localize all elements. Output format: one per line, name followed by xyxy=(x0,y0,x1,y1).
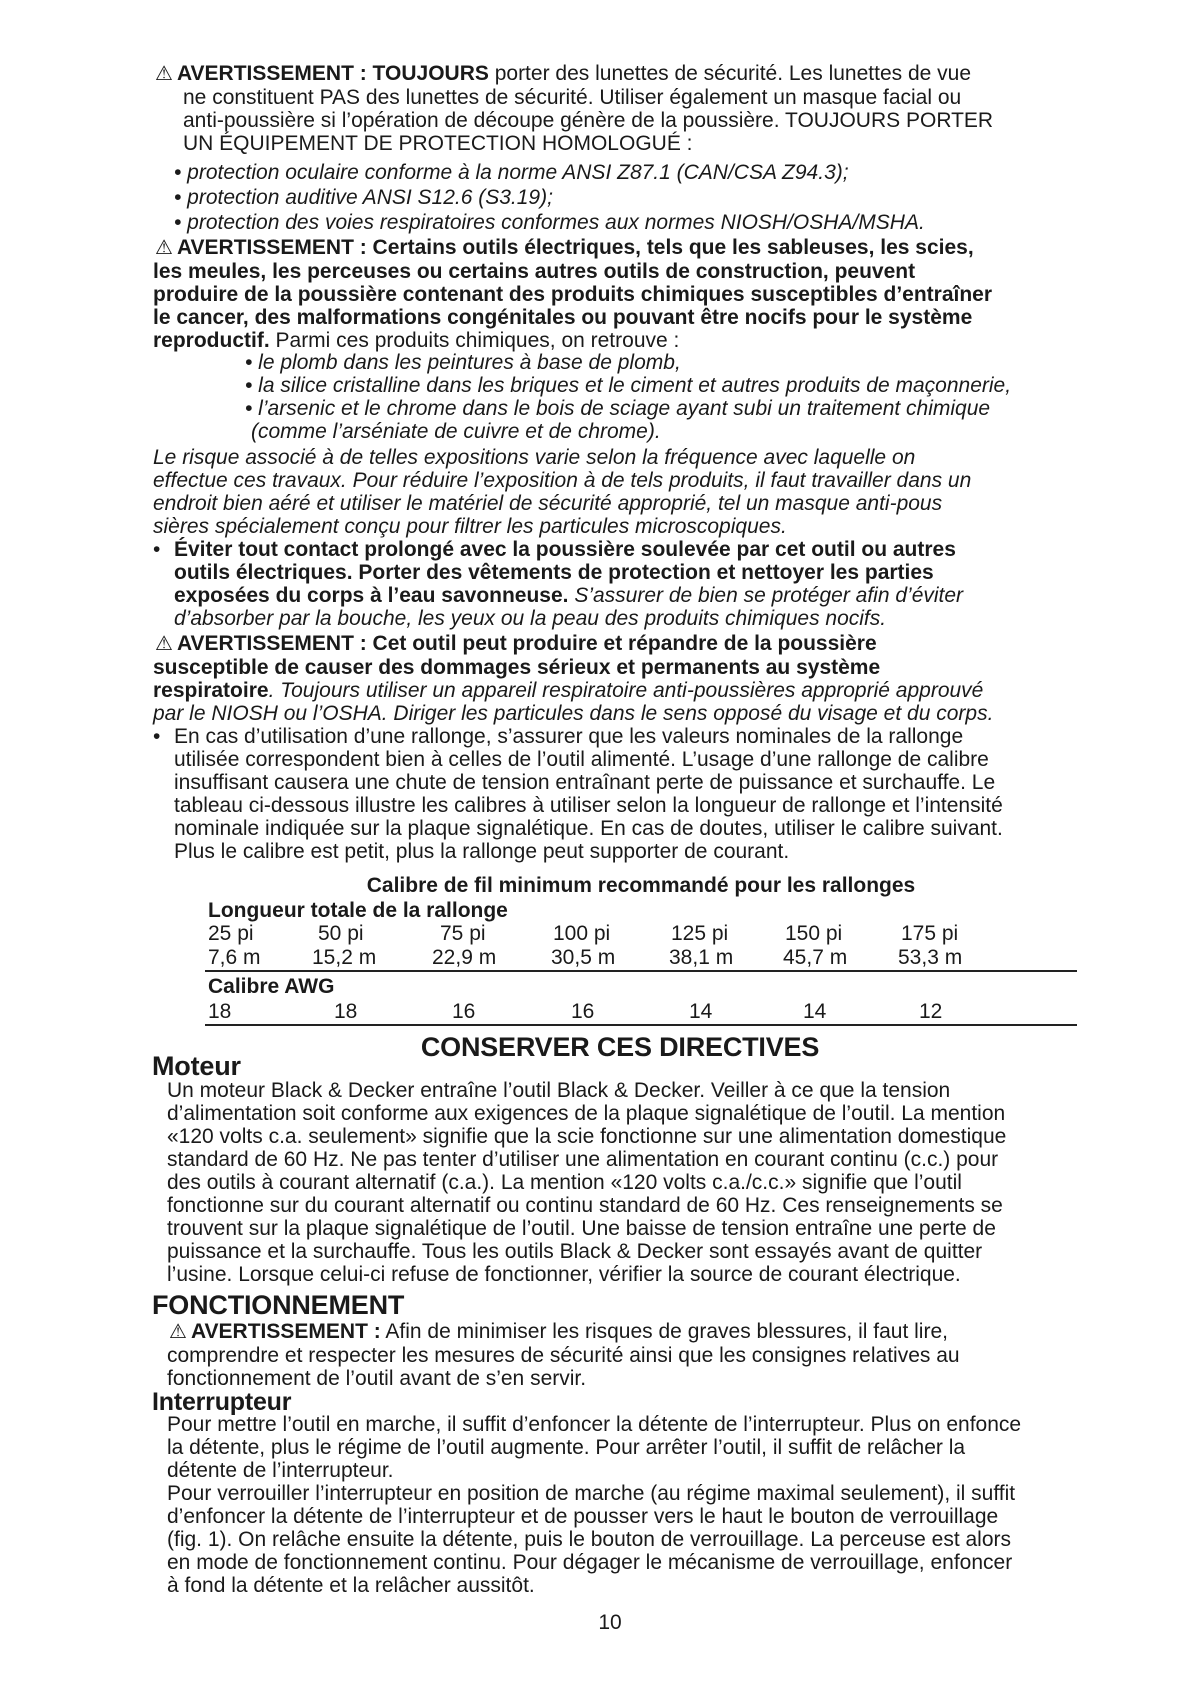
extension-cord-bullet xyxy=(153,725,1113,863)
list-item: • la silice cristalline dans les briques et le ciment et autres produits de maçonnerie, xyxy=(245,374,1012,397)
page-number: 10 xyxy=(598,1611,622,1634)
table-cell: 7,6 m xyxy=(208,946,261,969)
fonctionnement-warning xyxy=(167,1320,1107,1390)
warning-triangle-icon: ⚠ xyxy=(155,633,173,655)
paragraph-line: «120 volts c.a. seulement» signifie que la scie fonctionne sur une alimentation domestique xyxy=(167,1125,1007,1148)
table-row-meters xyxy=(205,946,1077,970)
table-cell: 38,1 m xyxy=(669,946,734,969)
table-row-awg xyxy=(205,1000,1077,1024)
section-heading-fonctionnement: FONCTIONNEMENT xyxy=(152,1290,405,1320)
warning-text: AVERTISSEMENT : Certains outils électriques, tels que les sableuses, les scies, xyxy=(176,236,974,259)
paragraph-line: fonctionne sur du courant alternatif ou continu standard de 60 Hz. Ces renseignements se xyxy=(167,1194,1003,1217)
table-cell: 50 pi xyxy=(318,922,364,945)
table-cell: 53,3 m xyxy=(898,946,963,969)
contact-warning-bullet xyxy=(153,538,1103,630)
paragraph-line: d’alimentation soit conforme aux exigences de la plaque signalétique de l’outil. La mention xyxy=(167,1102,1006,1125)
table-cell: 175 pi xyxy=(901,922,959,945)
table-cell: 100 pi xyxy=(553,922,611,945)
paragraph-line: puissance et la surchauffe. Tous les outils Black & Decker sont essayés avant de quitter xyxy=(167,1240,983,1263)
paragraph-line: des outils à courant alternatif (c.a.). La mention «120 volts c.a./c.c.» signifie que l’outil xyxy=(167,1171,962,1194)
warning-text: susceptible de causer des dommages sérieux et permanents au système xyxy=(153,656,881,679)
table-cell: 18 xyxy=(334,1000,358,1023)
paragraph-line: insuffisant causera une chute de tension entraînant perte de puissance et surchauffe. Le xyxy=(174,771,996,794)
warning-text: Parmi ces produits chimiques, on retrouve : xyxy=(269,329,680,352)
paragraph-line: Le risque associé à de telles expositions varie selon la fréquence avec laquelle on xyxy=(153,446,916,469)
paragraph-line: Plus le calibre est petit, plus la rallonge peut supporter de courant. xyxy=(174,840,790,863)
table-cell: 45,7 m xyxy=(783,946,848,969)
list-item: • protection des voies respiratoires conformes aux normes NIOSH/OSHA/MSHA. xyxy=(174,211,925,234)
bullet: • xyxy=(153,538,161,561)
paragraph-line: fonctionnement de l’outil avant de s’en servir. xyxy=(167,1367,587,1390)
table-cell: 25 pi xyxy=(208,922,254,945)
table-divider xyxy=(205,1024,1077,1026)
warning-text: ne constituent PAS des lunettes de sécurité. Utiliser également un masque facial ou xyxy=(183,86,962,109)
warning-text: Afin de minimiser les risques de graves blessures, il faut lire, xyxy=(380,1320,948,1343)
table-cell: 16 xyxy=(571,1000,595,1023)
paragraph-line: endroit bien aéré et utiliser le matériel de sécurité approprié, tel un masque anti-pous xyxy=(153,492,943,515)
table-cell: 16 xyxy=(452,1000,476,1023)
warning-label: AVERTISSEMENT : xyxy=(190,1320,381,1343)
paragraph-line: Pour mettre l’outil en marche, il suffit d’enfoncer la détente de l’interrupteur. Plus on enfonce xyxy=(167,1413,1022,1436)
table-cell: 15,2 m xyxy=(312,946,377,969)
warning-text: . Toujours utiliser un appareil respiratoire anti-poussières approprié approuvé xyxy=(268,679,984,702)
interrupteur-paragraph xyxy=(167,1413,1107,1597)
paragraph-line: d’enfoncer la détente de l’interrupteur et de pousser vers le haut le bouton de verrouillage xyxy=(167,1505,999,1528)
list-item: • le plomb dans les peintures à base de plomb, xyxy=(245,351,681,374)
paragraph-line: l’usine. Lorsque celui-ci refuse de fonctionner, vérifier la source de courant électrique. xyxy=(167,1263,961,1286)
paragraph-line: Un moteur Black & Decker entraîne l’outil Black & Decker. Veiller à ce que la tension xyxy=(167,1079,951,1102)
paragraph-line: Pour verrouiller l’interrupteur en position de marche (au régime maximal seulement), il suffit xyxy=(167,1482,1016,1505)
section-heading-moteur: Moteur xyxy=(152,1051,241,1081)
warning-text: porter des lunettes de sécurité. Les lunettes de vue xyxy=(488,62,972,85)
moteur-paragraph xyxy=(167,1079,1107,1286)
table-cell: 75 pi xyxy=(440,922,486,945)
protection-bullets xyxy=(174,160,1074,235)
paragraph-line: nominale indiquée sur la plaque signalétique. En cas de doutes, utiliser le calibre suivant. xyxy=(174,817,1003,840)
paragraph-line: standard de 60 Hz. Ne pas tenter d’utiliser une alimentation en courant continu (c.c.) pour xyxy=(167,1148,999,1171)
risk-paragraph xyxy=(153,446,1103,538)
list-item: • l’arsenic et le chrome dans le bois de sciage ayant subi un traitement chimique xyxy=(245,397,991,420)
save-instructions-title: CONSERVER CES DIRECTIVES xyxy=(420,1032,820,1062)
paragraph-line: comprendre et respecter les mesures de sécurité ainsi que les consignes relatives au xyxy=(167,1344,960,1367)
table-cell: 150 pi xyxy=(785,922,843,945)
table-cell: 12 xyxy=(919,1000,943,1023)
list-item: • protection oculaire conforme à la norme ANSI Z87.1 (CAN/CSA Z94.3); xyxy=(174,161,849,184)
paragraph-line: trouvent sur la plaque signalétique de l’outil. Une baisse de tension entraîne une perte de xyxy=(167,1217,996,1240)
table-cell: 14 xyxy=(803,1000,827,1023)
warning-text: anti-poussière si l’opération de découpe génère de la poussière. TOUJOURS PORTER xyxy=(183,109,994,132)
bullet: • xyxy=(153,725,161,748)
warning-chemicals xyxy=(153,236,1103,352)
paragraph-line: effectue ces travaux. Pour réduire l’exposition à de tels produits, il faut travailler dans un xyxy=(153,469,972,492)
warning-text: respiratoire xyxy=(153,679,269,702)
warning-text: exposées du corps à l’eau savonneuse. xyxy=(174,584,569,607)
paragraph-line: en mode de fonctionnement continu. Pour dégager le mécanisme de verrouillage, enfoncer xyxy=(167,1551,1013,1574)
warning-text: les meules, les perceuses ou certains autres outils de construction, peuvent xyxy=(153,260,916,283)
table-cell: 22,9 m xyxy=(432,946,497,969)
table-cell: 125 pi xyxy=(671,922,729,945)
table-header-length: Longueur totale de la rallonge xyxy=(208,899,508,922)
warning-text: par le NIOSH ou l’OSHA. Diriger les particules dans le sens opposé du visage et du corps. xyxy=(153,702,994,725)
warning-text: Éviter tout contact prolongé avec la poussière soulevée par cet outil ou autres xyxy=(174,538,956,561)
warning-text: S’assurer de bien se protéger afin d’éviter xyxy=(568,584,964,607)
warning-text: AVERTISSEMENT : Cet outil peut produire et répandre de la poussière xyxy=(176,632,877,655)
warning-safety-glasses xyxy=(155,62,1095,155)
chemical-bullets xyxy=(245,351,1105,443)
table-cell: 18 xyxy=(208,1000,232,1023)
table-cell: 30,5 m xyxy=(551,946,616,969)
warning-triangle-icon: ⚠ xyxy=(155,237,173,259)
list-item: • protection auditive ANSI S12.6 (S3.19); xyxy=(174,186,553,209)
warning-text: outils électriques. Porter des vêtements de protection et nettoyer les parties xyxy=(174,561,934,584)
table-header-awg: Calibre AWG xyxy=(208,975,335,998)
table-divider xyxy=(205,970,1077,972)
warning-triangle-icon: ⚠ xyxy=(169,1321,187,1343)
paragraph-line: détente de l’interrupteur. xyxy=(167,1459,394,1482)
warning-text: reproductif. xyxy=(153,329,270,352)
paragraph-line: utilisée correspondent bien à celles de l’outil alimenté. L’usage d’une rallonge de calibre xyxy=(174,748,989,771)
table-cell: 14 xyxy=(689,1000,713,1023)
section-heading-interrupteur: Interrupteur xyxy=(152,1388,292,1416)
paragraph-line: la détente, plus le régime de l’outil augmente. Pour arrêter l’outil, il suffit de relâcher la xyxy=(167,1436,966,1459)
warning-text: produire de la poussière contenant des produits chimiques susceptibles d’entraîner xyxy=(153,283,993,306)
paragraph-line: (fig. 1). On relâche ensuite la détente, puis le bouton de verrouillage. La perceuse est alors xyxy=(167,1528,1012,1551)
paragraph-line: tableau ci-dessous illustre les calibres à utiliser selon la longueur de rallonge et l’intensité xyxy=(174,794,1003,817)
warning-text: le cancer, des malformations congénitales ou pouvant être nocifs pour le système xyxy=(153,306,973,329)
warning-label: AVERTISSEMENT : TOUJOURS xyxy=(176,62,489,85)
warning-text: UN ÉQUIPEMENT DE PROTECTION HOMOLOGUÉ : xyxy=(183,132,693,155)
paragraph-line: sières spécialement conçu pour filtrer les particules microscopiques. xyxy=(153,515,787,538)
warning-text: d’absorber par la bouche, les yeux ou la peau des produits chimiques nocifs. xyxy=(174,607,887,630)
gauge-table xyxy=(205,922,1077,1032)
paragraph-line: En cas d’utilisation d’une rallonge, s’assurer que les valeurs nominales de la rallonge xyxy=(174,725,964,748)
list-item: (comme l’arséniate de cuivre et de chrome). xyxy=(251,420,661,443)
paragraph-line: à fond la détente et la relâcher aussitôt. xyxy=(167,1574,535,1597)
table-title: Calibre de fil minimum recommandé pour les rallonges xyxy=(366,874,916,897)
warning-dust xyxy=(153,632,1113,725)
warning-triangle-icon: ⚠ xyxy=(155,63,173,85)
table-row-feet xyxy=(205,922,1077,946)
